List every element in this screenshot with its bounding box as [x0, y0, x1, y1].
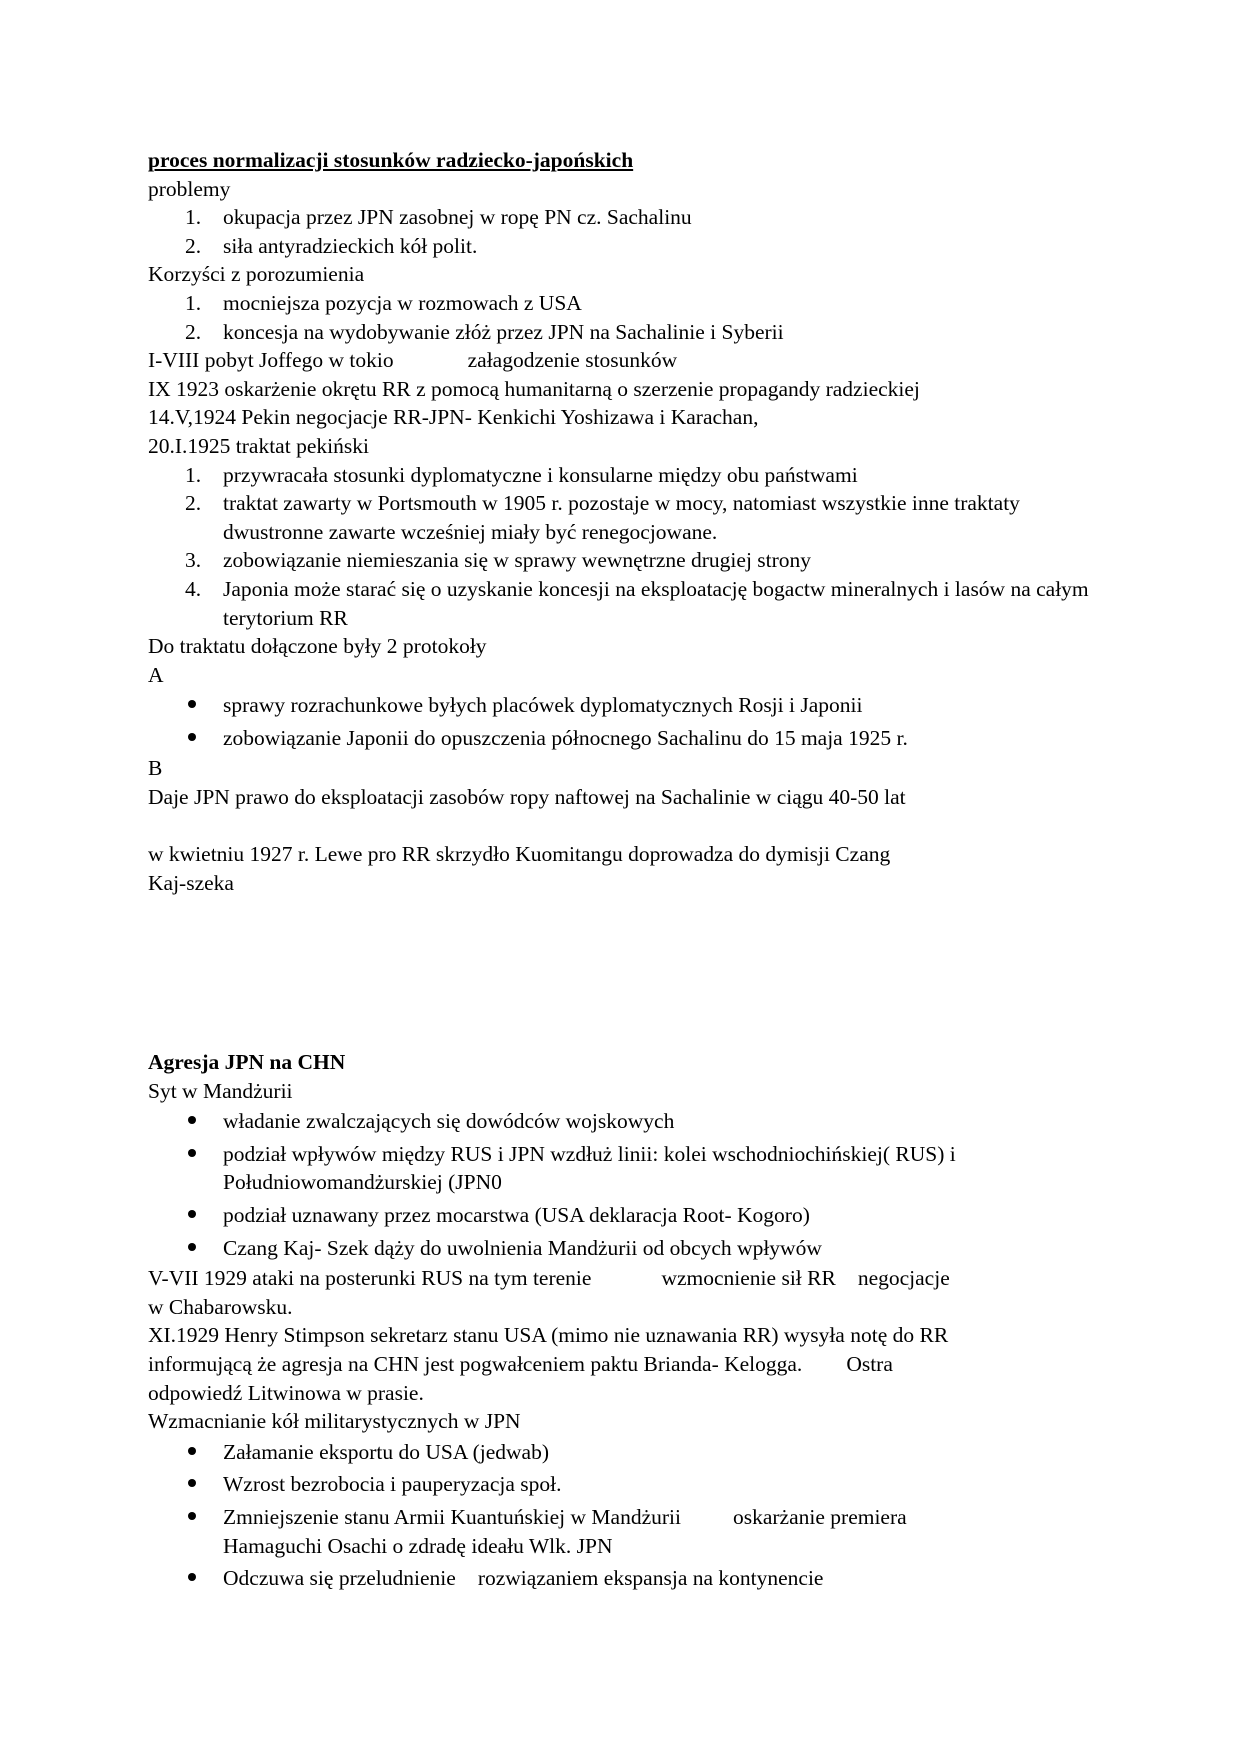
bullet-icon — [188, 1573, 196, 1581]
paragraph-1927: w kwietniu 1927 r. Lewe pro RR skrzydło Kuomitangu doprowadza do dymisji Czang — [148, 842, 891, 867]
list-item: sprawy rozrachunkowe byłych placówek dyplomatycznych Rosji i Japonii — [148, 689, 1098, 722]
paragraph-1924: 14.V,1924 Pekin negocjacje RR-JPN- Kenkichi Yoshizawa i Karachan, — [148, 405, 759, 430]
list-item: 3. zobowiązanie niemieszania się w sprawy wewnętrzne drugiej strony — [185, 548, 812, 573]
protocol-b-label: B — [148, 756, 163, 781]
paragraph-stimpson: XI.1929 Henry Stimpson sekretarz stanu USA (mimo nie uznawania RR) wysyła notę do RR — [148, 1323, 949, 1348]
list-item: władanie zwalczających się dowódców wojskowych — [148, 1105, 1098, 1138]
list-item: Odczuwa się przeludnienie rozwiązaniem ekspansja na kontynencie — [148, 1562, 1098, 1595]
list-item: Zmniejszenie stanu Armii Kuantuńskiej w Mandżurii oskarżanie premiera Hamaguchi Osachi o zdradę ideału Wlk. JPN — [148, 1501, 1098, 1562]
benefits-heading: Korzyści z porozumienia — [148, 262, 365, 287]
joffe-line: I-VIII pobyt Joffego w tokio załagodzenie stosunków — [148, 348, 678, 373]
list-item: 4. Japonia może starać się o uzyskanie koncesji na eksploatację bogactw mineralnych i lasów na całym terytorium RR — [185, 576, 1089, 630]
list-item: 1. mocniejsza pozycja w rozmowach z USA — [185, 290, 582, 315]
paragraph-1923: IX 1923 oskarżenie okrętu RR z pomocą humanitarną o szerzenie propagandy radzieckiej — [148, 376, 920, 401]
section-japan-aggression-china — [148, 1048, 1098, 1595]
bullet-icon — [188, 1479, 196, 1487]
bullet-icon — [188, 1149, 196, 1157]
paragraph-1929: V-VII 1929 ataki na posterunki RUS na tym terenie wzmocnienie sił RR negocjacje — [148, 1266, 950, 1291]
list-item: Załamanie eksportu do USA (jedwab) — [148, 1436, 1098, 1469]
paragraph-1929-cont: w Chabarowsku. — [148, 1294, 293, 1319]
bullet-icon — [188, 1116, 196, 1124]
manchuria-heading: Syt w Mandżurii — [148, 1078, 293, 1103]
list-item: Czang Kaj- Szek dąży do uwolnienia Mandżurii od obcych wpływów — [148, 1232, 1098, 1265]
protocol-b-text: Daje JPN prawo do eksploatacji zasobów ropy naftowej na Sachalinie w ciągu 40-50 lat — [148, 785, 906, 810]
bullet-icon — [188, 1243, 196, 1251]
list-item: 2. koncesja na wydobywanie złóż przez JPN na Sachalinie i Syberii — [185, 319, 784, 344]
bullet-icon — [188, 733, 196, 741]
militarist-heading: Wzmacnianie kół militarystycznych w JPN — [148, 1409, 521, 1434]
paragraph-1925: 20.I.1925 traktat pekiński — [148, 433, 369, 458]
list-item: 1. przywracała stosunki dyplomatyczne i konsularne między obu państwami — [185, 462, 858, 487]
bullet-icon — [188, 700, 196, 708]
list-item: zobowiązanie Japonii do opuszczenia północnego Sachalinu do 15 maja 1925 r. — [148, 722, 1098, 755]
protocol-a-label: A — [148, 662, 164, 687]
list-item: Wzrost bezrobocia i pauperyzacja społ. — [148, 1468, 1098, 1501]
list-item: 2. traktat zawarty w Portsmouth w 1905 r. pozostaje w mocy, natomiast wszystkie inne traktaty dwustronne zawarte wcześniej miały być renegocjowane. — [185, 491, 1020, 544]
paragraph-1927-cont: Kaj-szeka — [148, 870, 234, 895]
paragraph-stimpson-cont: informującą że agresja na CHN jest pogwałceniem paktu Brianda- Kelogga. Ostra — [148, 1351, 893, 1376]
protocols-intro: Do traktatu dołączone były 2 protokoły — [148, 634, 487, 659]
list-item: 1. okupacja przez JPN zasobnej w ropę PN cz. Sachalinu — [185, 205, 692, 230]
bullet-icon — [188, 1447, 196, 1455]
bullet-icon — [188, 1512, 196, 1520]
list-item: 2. siła antyradzieckich kół polit. — [185, 233, 478, 258]
section-title: proces normalizacji stosunków radziecko-japońskich — [148, 148, 634, 172]
section-title: Agresja JPN na CHN — [148, 1050, 346, 1074]
section-soviet-japanese-normalization — [148, 146, 1098, 897]
problems-heading: problemy — [148, 176, 231, 201]
list-item: podział uznawany przez mocarstwa (USA deklaracja Root- Kogoro) — [148, 1199, 1098, 1232]
bullet-icon — [188, 1210, 196, 1218]
paragraph-stimpson-end: odpowiedź Litwinowa w prasie. — [148, 1380, 424, 1405]
list-item: podział wpływów między RUS i JPN wzdłuż linii: kolei wschodniochińskiej( RUS) i Południowomandżurskiej (JPN0 — [148, 1138, 1098, 1199]
